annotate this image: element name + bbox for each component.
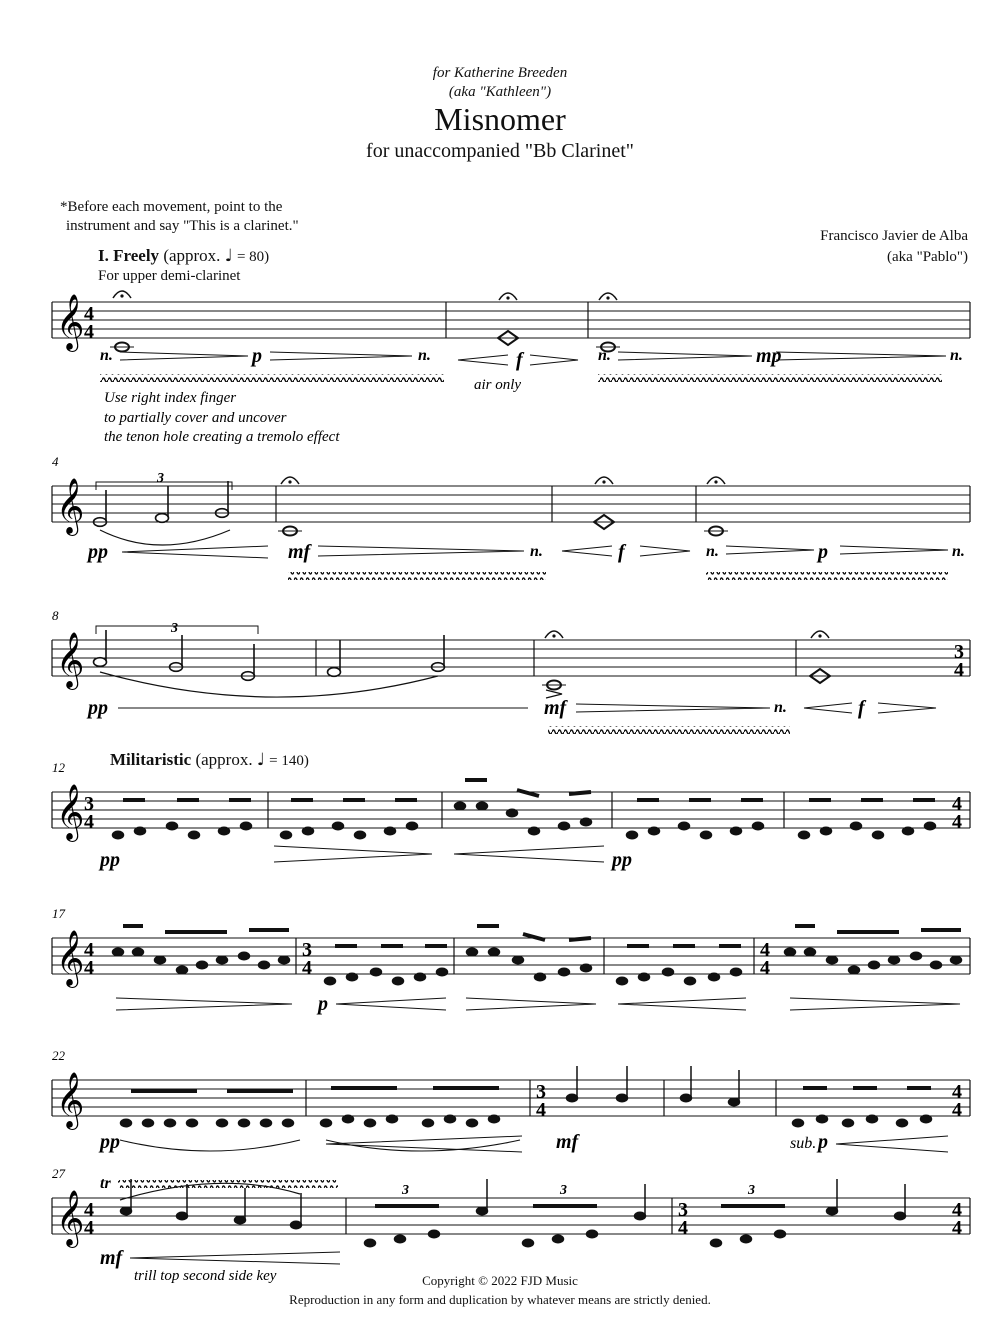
measure-number: 8 xyxy=(52,608,59,623)
dynamic-p: p xyxy=(252,345,262,367)
treble-clef-icon: 𝄞 xyxy=(56,1192,85,1245)
treble-clef-icon: 𝄞 xyxy=(56,296,85,349)
performance-note-line-1: *Before each movement, point to the xyxy=(60,199,283,215)
tempo-text: (approx. xyxy=(163,246,221,265)
dynamic-niente: n. xyxy=(706,543,719,560)
dynamic-niente: n. xyxy=(774,699,787,716)
dedication-line-1: for Katherine Breeden xyxy=(432,65,568,81)
dedication-line-2: (aka "Kathleen") xyxy=(448,84,552,100)
section-title: Militaristic xyxy=(110,750,192,769)
hairpins xyxy=(120,352,946,365)
staff-lines xyxy=(52,1198,970,1234)
time-signature-top: 4 xyxy=(952,1081,962,1103)
time-signature-bottom: 4 xyxy=(760,957,770,979)
tremolo-instruction-3: the tenon hole creating a tremolo effect xyxy=(104,429,340,445)
time-signature-top: 3 xyxy=(954,641,964,663)
piece-subtitle: for unaccompanied "Bb Clarinet" xyxy=(366,140,634,162)
tremolo-line xyxy=(548,726,790,734)
fermata-icon xyxy=(113,291,617,300)
time-signature-bottom: 4 xyxy=(84,957,94,979)
system-4 xyxy=(52,760,970,871)
dynamic-pp: pp xyxy=(100,1131,120,1153)
tremolo-line xyxy=(100,374,444,382)
dynamic-mp: mp xyxy=(756,345,782,367)
time-signature-top: 3 xyxy=(536,1081,546,1103)
staff-lines xyxy=(52,486,970,522)
measure-number: 22 xyxy=(52,1048,65,1063)
tremolo-line xyxy=(598,374,942,382)
eighth-note-pairs xyxy=(113,802,936,839)
dynamic-niente: n. xyxy=(418,347,431,364)
time-signature-top: 3 xyxy=(302,939,312,961)
composer-alias: (aka "Pablo") xyxy=(887,249,968,265)
system-3 xyxy=(52,608,970,734)
tuplet-number: 3 xyxy=(157,471,164,486)
section-tempo-text: (approx. xyxy=(195,750,253,769)
treble-clef-icon: 𝄞 xyxy=(56,786,85,839)
treble-clef-icon: 𝄞 xyxy=(56,634,85,687)
instrument-note: For upper demi-clarinet xyxy=(98,268,241,284)
time-signature-top: 3 xyxy=(678,1199,688,1221)
hairpins xyxy=(130,1252,340,1264)
trill-line xyxy=(118,1180,338,1188)
triplet-group xyxy=(94,626,445,697)
treble-clef-icon: 𝄞 xyxy=(56,932,85,985)
dynamic-mf: mf xyxy=(288,541,311,563)
eighth-notes xyxy=(121,1115,932,1127)
beams xyxy=(123,926,961,946)
dynamic-niente: n. xyxy=(952,543,965,560)
rights-notice: Reproduction in any form and duplication by whatever means are strictly denied. xyxy=(289,1292,711,1307)
system-5 xyxy=(52,906,970,1015)
system-1 xyxy=(52,291,970,445)
time-signature-bottom: 4 xyxy=(952,1217,962,1239)
dynamic-f: f xyxy=(858,697,865,719)
tremolo-line xyxy=(706,572,948,580)
dynamic-p: p xyxy=(318,993,328,1015)
dotted-quarters xyxy=(567,1066,740,1106)
dynamic-p: p xyxy=(818,1131,828,1153)
tuplet-number: 3 xyxy=(402,1183,409,1198)
air-only-label: air only xyxy=(474,377,522,393)
dynamic-mf: mf xyxy=(556,1131,579,1153)
dynamic-niente: n. xyxy=(100,347,113,364)
copyright: Copyright © 2022 FJD Music xyxy=(422,1273,578,1288)
time-signature-bottom: 4 xyxy=(952,1099,962,1121)
tremolo-instruction-2: to partially cover and uncover xyxy=(104,410,287,426)
dynamic-niente: n. xyxy=(598,347,611,364)
section-tempo-value: = 140) xyxy=(269,753,309,769)
time-signature-bottom: 4 xyxy=(678,1217,688,1239)
dynamic-f: f xyxy=(516,349,523,371)
time-signature-bottom: 4 xyxy=(84,811,94,833)
hairpins xyxy=(274,846,604,862)
quarter-notes xyxy=(121,1179,906,1247)
quarter-note-icon: ♩ xyxy=(224,246,233,266)
tremolo-instruction-1: Use right index finger xyxy=(104,390,237,406)
time-signature-top: 3 xyxy=(84,793,94,815)
staff-lines xyxy=(52,640,970,676)
fermata-icon xyxy=(281,477,725,484)
time-signature-top: 4 xyxy=(84,1199,94,1221)
time-signature-bottom: 4 xyxy=(84,1217,94,1239)
hairpins xyxy=(118,703,936,713)
measure-number: 12 xyxy=(52,760,65,775)
staff-lines xyxy=(52,1080,970,1116)
fermata-icon xyxy=(545,631,829,638)
dynamic-pp: pp xyxy=(100,849,120,871)
time-signature-bottom: 4 xyxy=(302,957,312,979)
dynamic-pp: pp xyxy=(88,541,108,563)
trill-label: tr xyxy=(100,1175,111,1192)
measure-number: 27 xyxy=(52,1166,65,1181)
dynamic-mf: mf xyxy=(544,697,567,719)
treble-clef-icon: 𝄞 xyxy=(56,1074,85,1127)
dynamic-mf: mf xyxy=(100,1247,123,1269)
movement-title: I. Freely xyxy=(98,246,160,265)
tuplet-number: 3 xyxy=(171,621,178,636)
treble-clef-icon: 𝄞 xyxy=(56,480,85,533)
composer-name: Francisco Javier de Alba xyxy=(820,228,968,244)
dynamic-f: f xyxy=(618,541,625,563)
piece-title: Misnomer xyxy=(434,101,566,137)
measure-number: 17 xyxy=(52,906,65,921)
time-signature-bottom: 4 xyxy=(536,1099,546,1121)
tuplet-number: 3 xyxy=(748,1183,755,1198)
time-signature-bottom: 4 xyxy=(954,659,964,681)
eighth-notes xyxy=(113,948,962,985)
time-signature-top: 4 xyxy=(952,1199,962,1221)
dynamic-pp: pp xyxy=(88,697,108,719)
tempo-value: = 80) xyxy=(236,249,270,265)
time-signature-bottom: 4 xyxy=(84,321,94,343)
measure-number: 4 xyxy=(52,454,59,469)
trill-instruction: trill top second side key xyxy=(134,1268,277,1284)
beams xyxy=(123,780,935,800)
subito-label: sub. xyxy=(790,1135,817,1152)
system-2 xyxy=(52,454,970,580)
time-signature-top: 4 xyxy=(84,303,94,325)
time-signature-top: 4 xyxy=(952,793,962,815)
time-signature-bottom: 4 xyxy=(952,811,962,833)
dynamic-pp: pp xyxy=(612,849,632,871)
dynamic-p: p xyxy=(818,541,828,563)
quarter-note-icon: ♩ xyxy=(256,750,265,770)
time-signature-top: 4 xyxy=(84,939,94,961)
hairpins xyxy=(116,998,960,1010)
system-6 xyxy=(52,1048,970,1153)
system-7 xyxy=(52,1166,970,1284)
time-signature-top: 4 xyxy=(760,939,770,961)
performance-note-line-2: instrument and say "This is a clarinet." xyxy=(66,218,299,234)
tremolo-line xyxy=(288,572,546,580)
dynamic-niente: n. xyxy=(530,543,543,560)
tuplet-number: 3 xyxy=(560,1183,567,1198)
dynamic-niente: n. xyxy=(950,347,963,364)
